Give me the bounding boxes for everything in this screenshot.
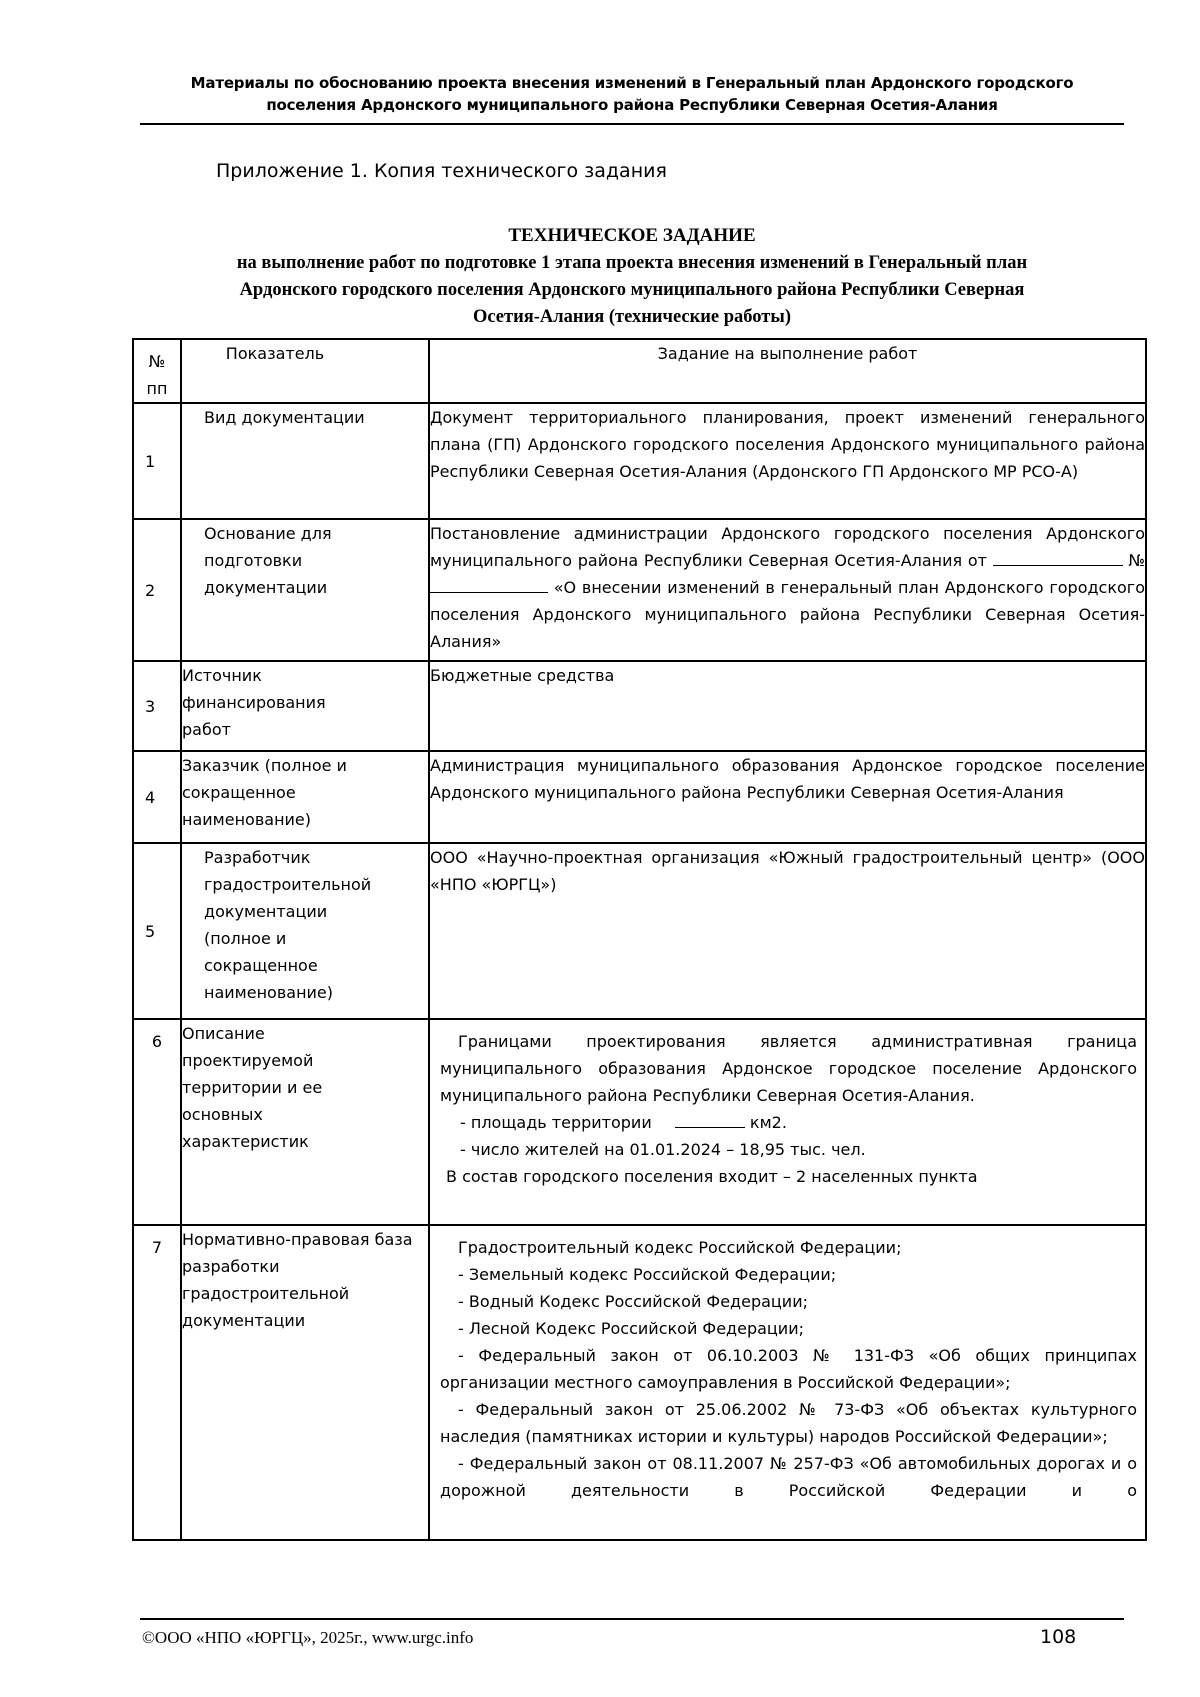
row-task-text: Администрация муниципального образования Ардонское городское поселение Ардонского муниципального района Республики Северная Осетия-Алания (430, 756, 1145, 802)
row-task (429, 1019, 1146, 1225)
row-indicator: Источник финансирования работ (181, 661, 429, 751)
law-item: - Федеральный закон от 25.06.2002 № 73-ФЗ «Об объектах культурного наследия (памятниках истории и культуры) народов Российской Федерации»; (440, 1400, 1137, 1446)
row-task-text (430, 520, 1145, 655)
header-number-line-2: пп (146, 379, 168, 398)
table-row (133, 519, 1146, 661)
footer-copyright: ©ООО «НПО «ЮРГЦ», 2025г., www.urgc.info (142, 1628, 474, 1647)
running-header-line-2: поселения Ардонского муниципального района Республики Северная Осетия-Алания (266, 96, 998, 114)
row-task-text: Бюджетные средства (430, 666, 615, 685)
row-indicator: Разработчик градостроительной документации (полное и сокращенное наименование) (181, 843, 429, 1019)
table-row (133, 843, 1146, 1019)
row-task-part-a: Постановление администрации Ардонского городского поселения Ардонского муниципального района Республики Северная Осетия-Алания от (430, 524, 1145, 570)
row-task-area (440, 1109, 1137, 1136)
table-row (133, 1225, 1146, 1540)
law-item: Градостроительный кодекс Российской Федерации; (458, 1238, 902, 1257)
document-title: ТЕХНИЧЕСКОЕ ЗАДАНИЕ (508, 225, 756, 246)
row-indicator: Заказчик (полное и сокращенное наименование) (181, 751, 429, 843)
number-blank (430, 574, 548, 593)
row-indicator: Вид документации (181, 403, 429, 519)
row-number: 7 (133, 1225, 181, 1540)
subtitle-line-1: на выполнение работ по подготовке 1 этапа проекта внесения изменений в Генеральный план (236, 253, 1028, 273)
row-task (429, 1225, 1146, 1540)
law-item: - Водный Кодекс Российской Федерации; (458, 1292, 808, 1311)
row-task (429, 843, 1146, 1019)
row-number: 5 (133, 843, 181, 1019)
row-task-part-c: «О внесении изменений в генеральный план Ардонского городского поселения Ардонского муниципального района Республики Северная Осетия-Алания» (430, 578, 1145, 651)
row-indicator: Нормативно-правовая база разработки градостроительной документации (181, 1225, 429, 1540)
header-cell-number (133, 339, 181, 403)
law-item: - Земельный кодекс Российской Федерации; (458, 1265, 837, 1284)
area-unit: км2. (749, 1113, 787, 1132)
table-row (133, 751, 1146, 843)
row-task (429, 751, 1146, 843)
law-item: - Федеральный закон от 06.10.2003 № 131-ФЗ «Об общих принципах организации местного самоуправления в Российской Федерации»; (440, 1346, 1137, 1392)
running-header-line-1: Материалы по обоснованию проекта внесения изменений в Генеральный план Ардонского городского (190, 74, 1074, 92)
header-number-line-1: № (148, 352, 166, 371)
row-number: 4 (133, 751, 181, 843)
specification-table (132, 338, 1147, 1541)
row-number: 1 (133, 403, 181, 519)
row-number: 6 (133, 1019, 181, 1225)
running-header (140, 72, 1124, 116)
row-task (429, 403, 1146, 519)
law-item: - Лесной Кодекс Российской Федерации; (458, 1319, 804, 1338)
document-subtitle (150, 250, 1114, 331)
table-row (133, 661, 1146, 751)
subtitle-line-3: Осетия-Алания (технические работы) (472, 307, 792, 327)
row-task (429, 661, 1146, 751)
area-label: - площадь территории (460, 1113, 652, 1132)
row-task-settlements: В состав городского поселения входит – 2 населенных пункта (446, 1167, 978, 1186)
row-task-text: Документ территориального планирования, проект изменений генерального плана (ГП) Ардонского городского поселения Ардонского муниципального района Республики Северная Осетия-Алания (Ардонского ГП Ардонского МР РСО-А) (430, 408, 1145, 481)
area-blank (675, 1109, 745, 1128)
subtitle-line-2: Ардонского городского поселения Ардонского муниципального района Республики Северная (239, 280, 1025, 300)
footer-divider (140, 1618, 1124, 1620)
header-cell-task (429, 339, 1146, 403)
row-number: 2 (133, 519, 181, 661)
header-task-label: Задание на выполнение работ (657, 344, 918, 363)
law-item: - Федеральный закон от 08.11.2007 № 257-ФЗ «Об автомобильных дорогах и о дорожной деятельности в Российской Федерации и о (440, 1454, 1137, 1500)
row-indicator: Описание проектируемой территории и ее основных характеристик (181, 1019, 429, 1225)
row-number: 3 (133, 661, 181, 751)
table-header-row (133, 339, 1146, 403)
header-cell-indicator (181, 339, 429, 403)
header-divider (140, 123, 1124, 125)
row-task-text: ООО «Научно-проектная организация «Южный градостроительный центр» (ООО «НПО «ЮРГЦ») (430, 848, 1145, 894)
table-row (133, 403, 1146, 519)
row-indicator: Основание для подготовки документации (181, 519, 429, 661)
row-task-paragraph: Границами проектирования является административная граница муниципального образования Ардонское городское поселение Ардонского муниципального района Республики Северная Осетия-Алания. (440, 1032, 1137, 1105)
row-task-population: - число жителей на 01.01.2024 – 18,95 тыс. чел. (460, 1140, 866, 1159)
appendix-title: Приложение 1. Копия технического задания (216, 160, 667, 182)
row-task-part-b: № (1128, 551, 1146, 570)
row-task (429, 519, 1146, 661)
header-indicator-label: Показатель (225, 344, 325, 363)
date-blank (993, 547, 1123, 566)
table-row (133, 1019, 1146, 1225)
page-number: 108 (1040, 1626, 1077, 1648)
